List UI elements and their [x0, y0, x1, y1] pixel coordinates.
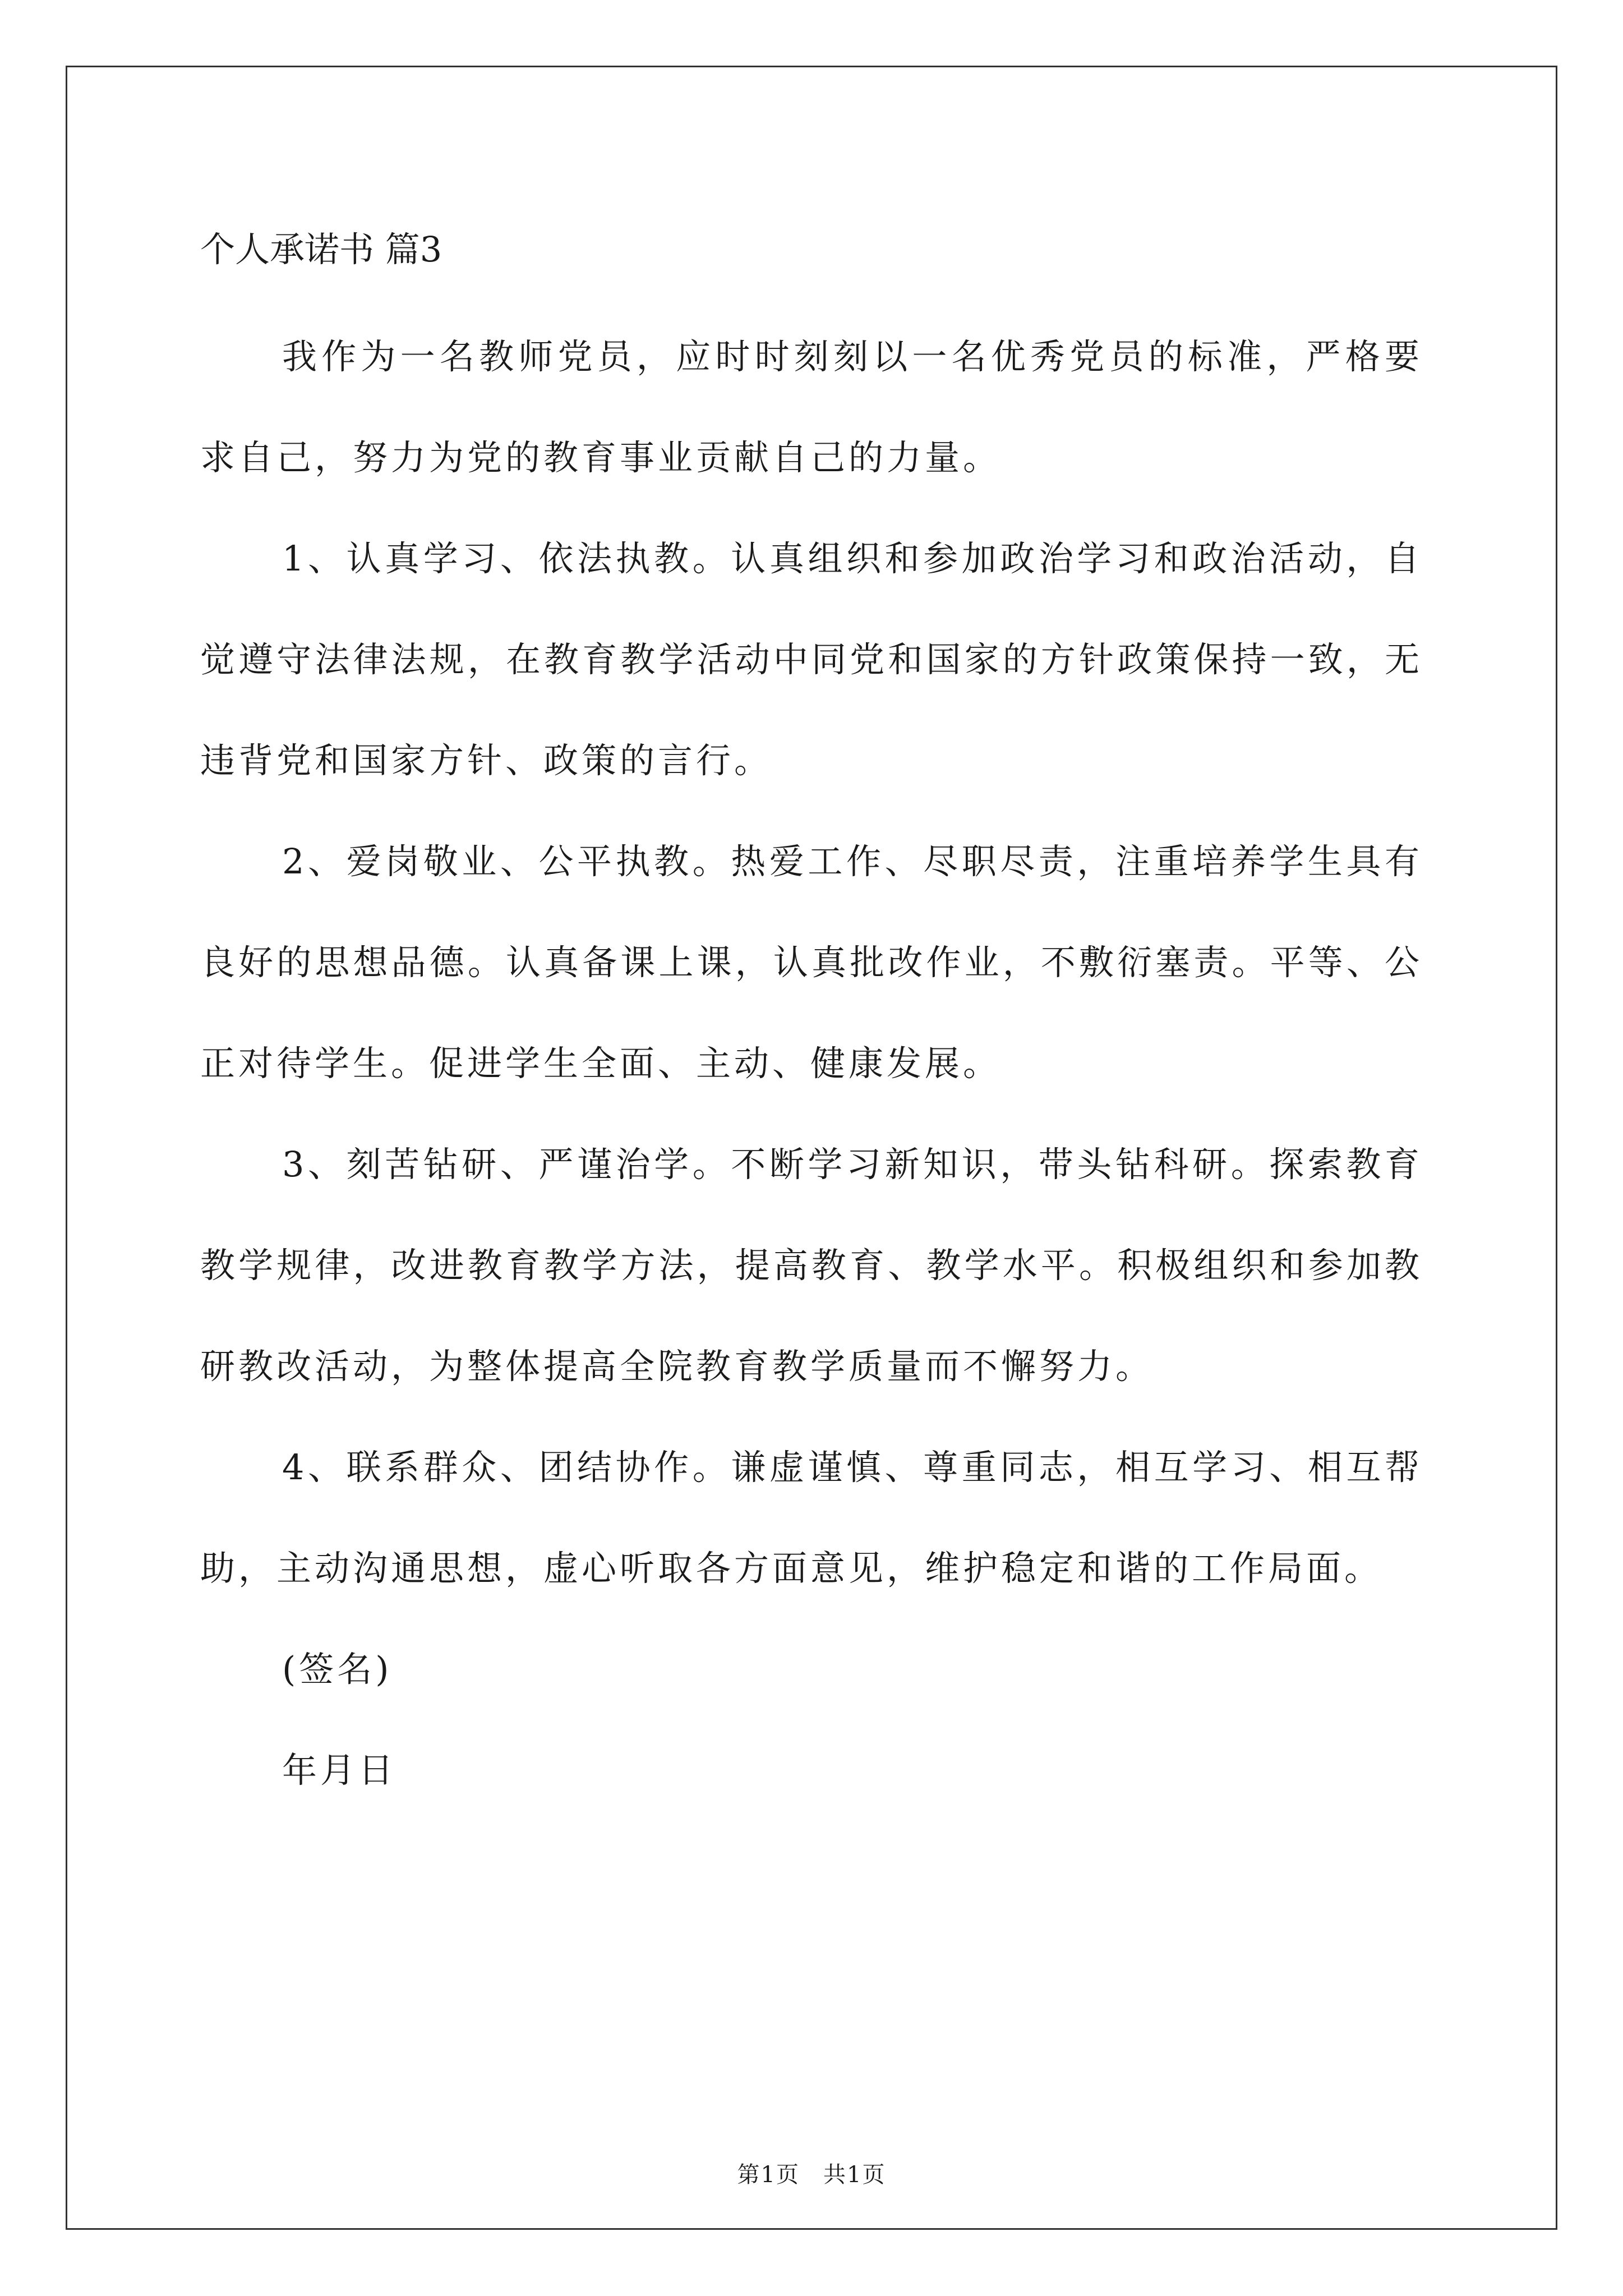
- signature-line: (签名): [282, 1649, 393, 1690]
- date-line: 年月日: [282, 1750, 397, 1791]
- paragraph-intro: 我作为一名教师党员，应时时刻刻以一名优秀党员的标准，严格要求自己，努力为党的教育事业贡献自己的力量。: [200, 336, 1423, 478]
- paragraph-item-4: 4、联系群众、团结协作。谦虚谨慎、尊重同志，相互学习、相互帮助，主动沟通思想，虚心听取各方面意见，维护稳定和谐的工作局面。: [200, 1447, 1423, 1589]
- document-body: [200, 222, 1423, 1821]
- document-title: 个人承诺书 篇3: [200, 229, 442, 270]
- paragraph-item-1: 1、认真学习、依法执教。认真组织和参加政治学习和政治活动，自觉遵守法律法规，在教育教学活动中同党和国家的方针政策保持一致，无违背党和国家方针、政策的言行。: [200, 538, 1423, 781]
- page-footer: 第1页 共1页: [737, 2162, 886, 2188]
- paragraph-item-3: 3、刻苦钻研、严谨治学。不断学习新知识，带头钻科研。探索教育教学规律，改进教育教学方法，提高教育、教学水平。积极组织和参加教研教改活动，为整体提高全院教育教学质量而不懈努力。: [200, 1144, 1423, 1387]
- paragraph-item-2: 2、爱岗敬业、公平执教。热爱工作、尽职尽责，注重培养学生具有良好的思想品德。认真备课上课，认真批改作业，不敷衍塞责。平等、公正对待学生。促进学生全面、主动、健康发展。: [200, 841, 1423, 1084]
